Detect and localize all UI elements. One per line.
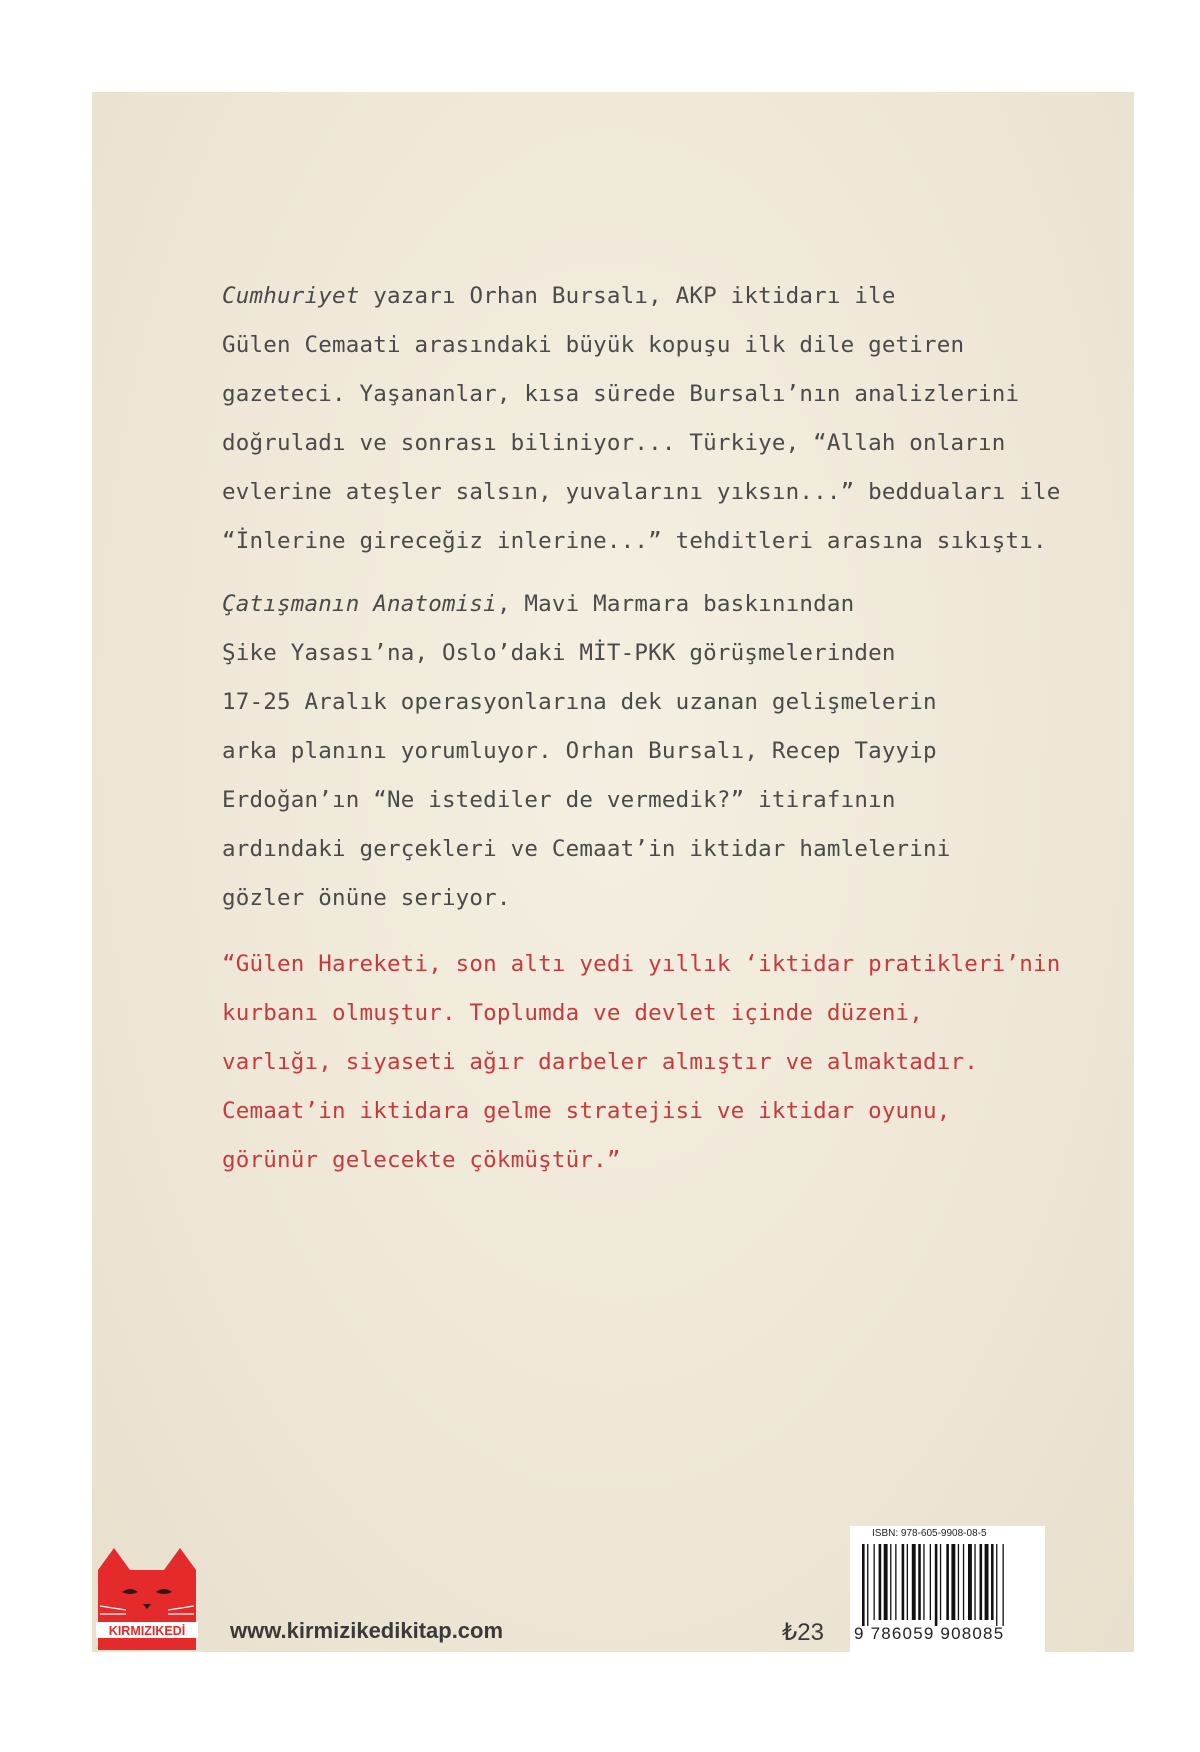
quote-line: “Gülen Hareketi, son altı yedi yıllık ‘iktidar pratikleri’nin [222, 951, 1061, 977]
barcode-bar [923, 1544, 924, 1620]
cat-logo-icon [92, 1540, 202, 1650]
barcode-bar [912, 1544, 916, 1620]
barcode-bar [890, 1544, 891, 1620]
text-line: gözler önüne seriyor. [222, 885, 511, 911]
text-line: “İnlerine gireceğiz inlerine...” tehditleri arasına sıkıştı. [222, 528, 1047, 554]
description-paragraph-2 [222, 580, 1022, 923]
barcode-bar [958, 1544, 959, 1620]
barcode-bar [991, 1544, 994, 1620]
barcode-bar [895, 1544, 896, 1620]
text-line: 17-25 Aralık operasyonlarına dek uzanan gelişmelerin [222, 689, 937, 715]
price-label: ₺23 [782, 1619, 824, 1646]
logo-lettering: KIRMIZIKEDİ [108, 1624, 186, 1638]
barcode-bar [930, 1544, 931, 1620]
publisher-logo [92, 1540, 202, 1650]
barcode-bar [1003, 1544, 1004, 1626]
text-line: gazeteci. Yaşananlar, kısa sürede Bursalı’nın analizlerini [222, 381, 1020, 407]
barcode-bar [902, 1544, 905, 1620]
text-line: doğruladı ve sonrası biliniyor... Türkiye, “Allah onların [222, 430, 1006, 456]
description-paragraph-1 [222, 272, 1061, 566]
barcode-bar [951, 1544, 955, 1620]
barcode-bar [867, 1544, 868, 1626]
barcode-bar [907, 1544, 908, 1620]
barcode-icon [858, 1544, 1038, 1626]
barcode-digits: 9 786059 908085 [854, 1624, 1005, 1643]
barcode-bar [985, 1544, 989, 1620]
text-line: Şike Yasası’na, Oslo’daki MİT-PKK görüşmelerinden [222, 640, 896, 666]
barcode-bar [862, 1544, 865, 1626]
barcode-bar [879, 1544, 882, 1620]
text-line: evlerine ateşler salsın, yuvalarını yıksın...” bedduaları ile [222, 479, 1061, 505]
text-line: ardındaki gerçekleri ve Cemaat’in iktidar hamlelerini [222, 836, 951, 862]
quote-line: varlığı, siyaseti ağır darbeler almıştır ve almaktadır. [222, 1049, 979, 1075]
barcode-bar [935, 1544, 938, 1626]
quote-line: kurbanı olmuştur. Toplumda ve devlet içinde düzeni, [222, 1000, 924, 1026]
barcode-bar [946, 1544, 949, 1620]
quote-paragraph [222, 940, 1061, 1185]
text-line: Çatışmanın Anatomisi, Mavi Marmara baskınından [222, 591, 855, 617]
quote-line: görünür gelecekte çökmüştür.” [222, 1147, 621, 1173]
barcode-bar [884, 1544, 888, 1620]
text-line: Erdoğan’ın “Ne istediler de vermedik?” itirafının [222, 787, 896, 813]
barcode-bar [968, 1544, 972, 1620]
barcode-bar [974, 1544, 975, 1620]
text-line: Cumhuriyet yazarı Orhan Bursalı, AKP iktidarı ile [222, 283, 896, 309]
barcode-bar [918, 1544, 921, 1620]
publisher-website: www.kirmizikedikitap.com [230, 1618, 504, 1643]
quote-line: Cemaat’in iktidara gelme stratejisi ve iktidar oyunu, [222, 1098, 951, 1124]
barcode-bar [940, 1544, 941, 1620]
barcode-bar [996, 1544, 997, 1626]
isbn-barcode [850, 1526, 1045, 1652]
text-line: Gülen Cemaati arasındaki büyük kopuşu ilk dile getiren [222, 332, 965, 358]
barcode-bar [874, 1544, 875, 1620]
text-line: arka planını yorumluyor. Orhan Bursalı, Recep Tayyip [222, 738, 937, 764]
barcode-bar [963, 1544, 964, 1620]
barcode-bar [980, 1544, 983, 1620]
isbn-label: ISBN: 978-605-9908-08-5 [872, 1528, 987, 1539]
